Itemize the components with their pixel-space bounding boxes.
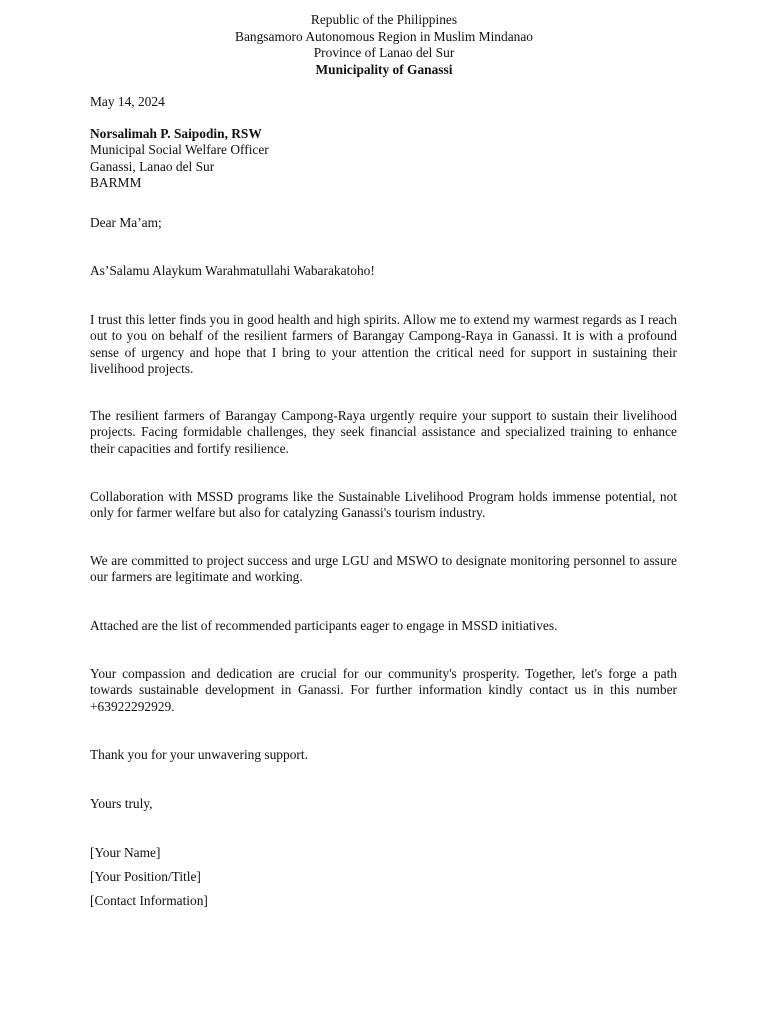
paragraph-7: Thank you for your unwavering support. bbox=[90, 747, 308, 762]
paragraph-2: The resilient farmers of Barangay Campong-Raya urgently require your support to sustain their livelihood projects. Facing formidable challenges, they seek financial assistance and specialized training to enhance their capacities and fortify resilience. bbox=[90, 408, 677, 456]
greeting: As’Salamu Alaykum Warahmatullahi Wabarakatoho! bbox=[90, 263, 375, 278]
recipient-position: Municipal Social Welfare Officer bbox=[90, 142, 269, 158]
header-province: Province of Lanao del Sur bbox=[313, 45, 455, 60]
recipient-region: BARMM bbox=[90, 174, 142, 190]
paragraph-3: Collaboration with MSSD programs like the Sustainable Livelihood Program holds immense potential, not only for farmer welfare but also for catalyzing Ganassi's tourism industry. bbox=[90, 489, 677, 521]
paragraph-1: I trust this letter finds you in good health and high spirits. Allow me to extend my warmest regards as I reach out to you on behalf of the resilient farmers of Barangay Campong-Raya in Ganassi. It is with a profound sense of urgency and hope that I bring to your attention the critical need for support in sustaining their livelihood projects. bbox=[90, 312, 677, 376]
header-region: Bangsamoro Autonomous Region in Muslim Mindanao bbox=[235, 28, 533, 44]
header-municipality: Municipality of Ganassi bbox=[315, 61, 453, 77]
paragraph-4: We are committed to project success and urge LGU and MSWO to designate monitoring personnel to assure our farmers are legitimate and working. bbox=[90, 553, 677, 585]
paragraph-6: Your compassion and dedication are crucial for our community's prosperity. Together, let's forge a path towards sustainable development in Ganassi. For further information kindly contact us in this number +63922292929. bbox=[90, 666, 677, 714]
signature-name: [Your Name] bbox=[90, 845, 161, 860]
paragraph-5: Attached are the list of recommended participants eager to engage in MSSD initiatives. bbox=[90, 618, 558, 633]
recipient-address: Ganassi, Lanao del Sur bbox=[90, 158, 215, 174]
signature-contact: [Contact Information] bbox=[90, 893, 208, 908]
recipient-name: Norsalimah P. Saipodin, RSW bbox=[90, 126, 262, 141]
letterhead bbox=[0, 12, 768, 78]
signature-position: [Your Position/Title] bbox=[90, 869, 201, 884]
salutation: Dear Ma’am; bbox=[90, 215, 162, 230]
closing: Yours truly, bbox=[90, 796, 153, 811]
letter-date: May 14, 2024 bbox=[90, 94, 165, 109]
recipient-block bbox=[90, 126, 677, 191]
header-country: Republic of the Philippines bbox=[310, 12, 458, 27]
